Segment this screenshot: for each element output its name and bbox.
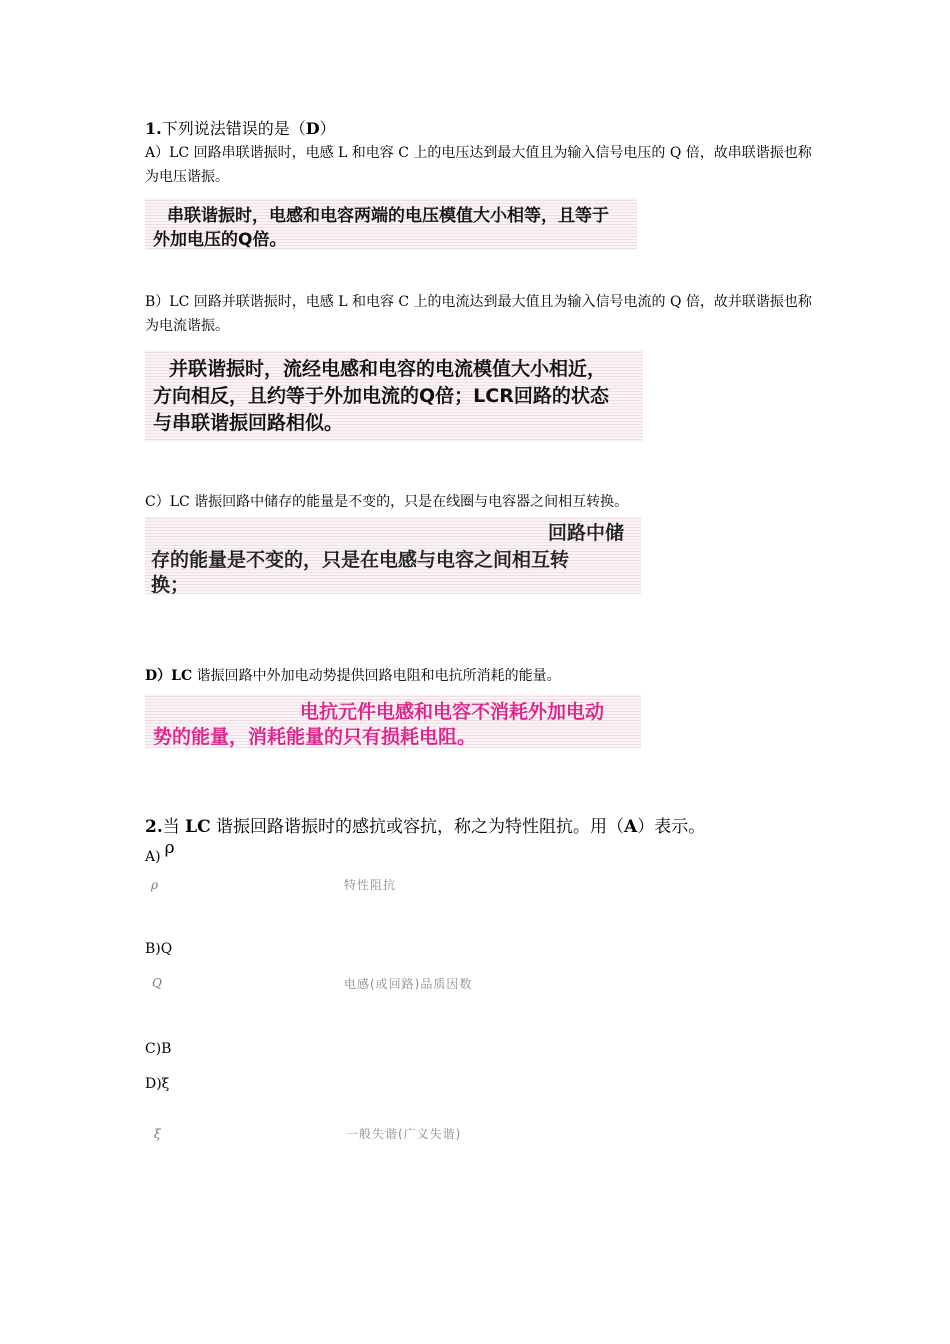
note-line: 方向相反，且约等于外加电流的Q倍；LCR回路的状态 [153,385,609,407]
question-2-title [145,812,705,837]
q1-option-d-label: D） [145,668,172,684]
question-1-title-text: 下列说法错误的是（ [161,119,306,138]
question-1-answer: D [305,119,320,138]
q1-option-d-text: 谐振回路中外加电动势提供回路电阻和电抗所消耗的能量。 [192,668,561,684]
question-2-answer: A [624,817,638,837]
question-2-title-lc: LC [185,817,211,837]
question-2-title-b: 谐振回路谐振时的感抗或容抗，称之为特性阻抗。用（ [210,817,625,837]
q1-option-b: B）LC 回路并联谐振时，电感 L 和电容 C 上的电流达到最大值且为输入信号电流的 Q 倍，故并联谐振也称为电流谐振。 [145,294,812,334]
note-line: 外加电压的Q倍。 [153,230,287,250]
question-1-title-end: ） [319,119,336,138]
q1-option-d-note [145,694,641,748]
q1-option-c: C）LC 谐振回路中储存的能量是不变的，只是在线圈与电容器之间相互转换。 [145,494,629,510]
note-line: 并联谐振时，流经电感和电容的电流模值大小相近， [169,358,607,380]
note-line: 电抗元件电感和电容不消耗外加电动 [300,701,605,723]
rho-symbol: ρ [164,838,175,858]
question-1-number: 1. [145,119,162,138]
rho-ref-symbol: ρ [151,878,159,892]
q1-option-c-note [145,516,641,594]
q1-option-b-note [145,350,643,442]
q1-option-d-lc: LC [171,668,193,684]
q-ref-text: 电感(或回路)品质因数 [344,977,473,991]
q-ref-symbol: Q [152,976,162,990]
note-line: 势的能量，消耗能量的只有损耗电阻。 [153,726,477,748]
question-2-number: 2. [145,817,163,837]
q1-option-a: A）LC 回路串联谐振时，电感 L 和电容 C 上的电压达到最大值且为输入信号电压的 Q 倍，故串联谐振也称为电压谐振。 [145,145,812,185]
note-line: 回路中储 [548,522,625,544]
question-2-title-c: ）表示。 [637,817,706,837]
q2-option-d: D)ξ [145,1076,170,1092]
note-line: 换； [151,574,190,596]
xi-ref-symbol: ξ [154,1127,161,1141]
question-2-title-a: 当 [162,817,186,837]
note-line: 存的能量是不变的，只是在电感与电容之间相互转 [151,549,570,571]
question-1-title [145,116,336,139]
q2-option-a [145,838,175,866]
q2-option-a-label: A) [145,849,161,865]
q1-option-a-note [145,198,637,250]
q1-option-d [145,664,825,688]
xi-ref-text: 一般失谐(广义失谐) [346,1127,462,1141]
rho-ref-text: 特性阻抗 [344,878,397,892]
note-line: 与串联谐振回路相似。 [153,412,344,434]
note-line: 串联谐振时，电感和电容两端的电压模值大小相等，且等于 [167,206,609,226]
q2-option-b: B)Q [145,941,173,957]
q2-option-c: C)B [145,1041,172,1057]
